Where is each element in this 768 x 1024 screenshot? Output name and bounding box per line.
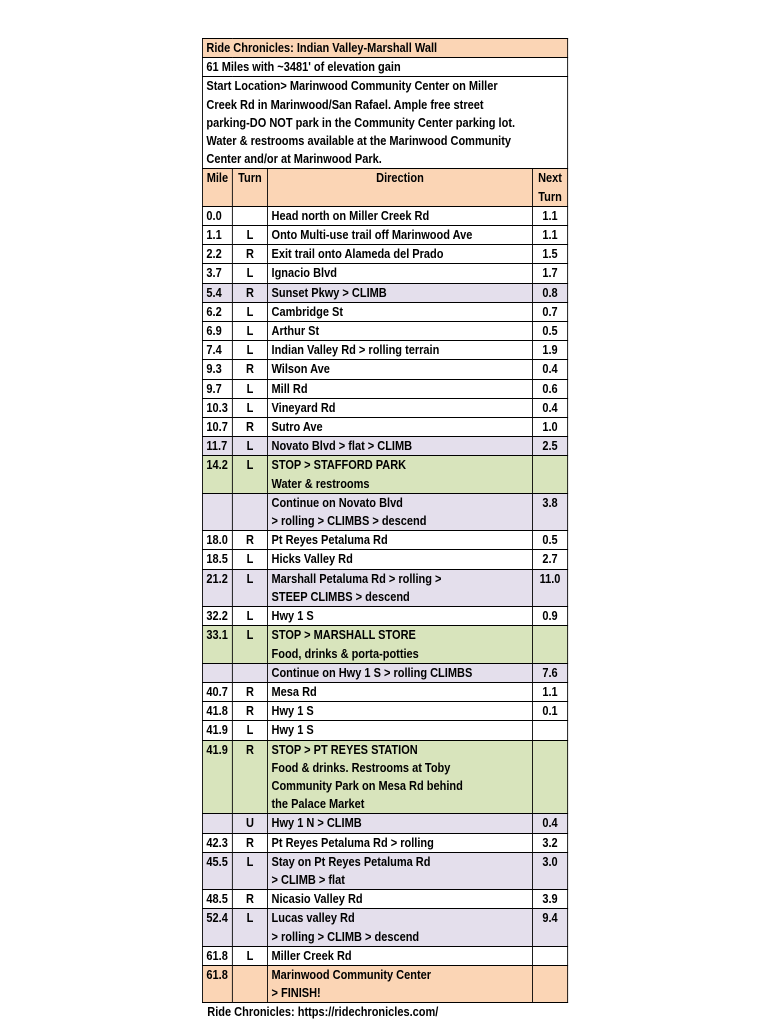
- turn-cell: U: [232, 814, 267, 833]
- direction-cell: [268, 607, 533, 626]
- direction-line: Hwy 1 S: [271, 723, 314, 738]
- mile-cell: 40.7: [202, 682, 232, 701]
- next-turn-cell: 9.4: [532, 909, 567, 946]
- mile-cell: 21.2: [202, 569, 232, 606]
- turn-cell: R: [232, 360, 267, 379]
- next-turn-cell: 3.2: [532, 833, 567, 852]
- turn-cell: L: [232, 341, 267, 360]
- direction-line: Mill Rd: [271, 381, 308, 396]
- direction-line: Wilson Ave: [271, 362, 330, 377]
- direction-cell: [268, 493, 533, 530]
- cue-row: [202, 663, 567, 682]
- footer-credit: Ride Chronicles: https://ridechronicles.com/: [207, 1005, 439, 1020]
- next-turn-cell: [532, 965, 567, 1002]
- direction-line: Continue on Hwy 1 S > rolling CLIMBS: [271, 665, 473, 680]
- cue-row: [202, 302, 567, 321]
- turn-cell: R: [232, 245, 267, 264]
- start-line: Water & restrooms available at the Marinwood Community: [206, 134, 512, 149]
- mile-cell: 6.2: [202, 302, 232, 321]
- direction-line: > rolling > CLIMBS > descend: [271, 514, 427, 529]
- direction-cell: [268, 322, 533, 341]
- direction-line: Pt Reyes Petaluma Rd: [271, 533, 388, 548]
- next-turn-cell: 1.0: [532, 418, 567, 437]
- mile-cell: 33.1: [202, 626, 232, 663]
- cue-row: [202, 398, 567, 417]
- cue-row: [202, 437, 567, 456]
- cue-row: [202, 245, 567, 264]
- next-turn-cell: 0.5: [532, 322, 567, 341]
- direction-line: Exit trail onto Alameda del Prado: [271, 247, 444, 262]
- turn-cell: L: [232, 550, 267, 569]
- direction-cell: [268, 965, 533, 1002]
- next-turn-cell: 0.4: [532, 398, 567, 417]
- start-location-row: [202, 77, 567, 169]
- direction-line: Food & drinks. Restrooms at Toby: [271, 760, 451, 775]
- mile-cell: [202, 814, 232, 833]
- cue-row: [202, 626, 567, 663]
- mile-cell: 5.4: [202, 283, 232, 302]
- cue-row: [202, 360, 567, 379]
- cue-row: [202, 607, 567, 626]
- direction-line: Nicasio Valley Rd: [271, 892, 363, 907]
- mile-cell: 2.2: [202, 245, 232, 264]
- direction-line: > CLIMB > flat: [271, 872, 345, 887]
- next-turn-cell: 0.9: [532, 607, 567, 626]
- turn-cell: L: [232, 322, 267, 341]
- mile-cell: 14.2: [202, 456, 232, 493]
- cue-row: [202, 909, 567, 946]
- col-header-direction: Direction: [268, 169, 533, 206]
- start-line: Center and/or at Marinwood Park.: [206, 152, 382, 167]
- next-turn-cell: 0.4: [532, 814, 567, 833]
- mile-cell: 1.1: [202, 226, 232, 245]
- cue-row: [202, 890, 567, 909]
- direction-line: Community Park on Mesa Rd behind: [271, 778, 463, 793]
- direction-cell: [268, 569, 533, 606]
- cue-row: [202, 226, 567, 245]
- direction-line: > FINISH!: [271, 986, 321, 1001]
- direction-cell: [268, 626, 533, 663]
- next-turn-cell: [532, 456, 567, 493]
- turn-cell: R: [232, 682, 267, 701]
- elevation-summary: 61 Miles with ~3481' of elevation gain: [202, 58, 567, 77]
- next-turn-cell: 1.9: [532, 341, 567, 360]
- direction-cell: [268, 721, 533, 740]
- cue-row: [202, 283, 567, 302]
- next-turn-cell: 0.5: [532, 531, 567, 550]
- next-turn-cell: 0.1: [532, 702, 567, 721]
- direction-cell: [268, 341, 533, 360]
- mile-cell: 41.9: [202, 721, 232, 740]
- direction-cell: [268, 245, 533, 264]
- mile-cell: 6.9: [202, 322, 232, 341]
- turn-cell: L: [232, 569, 267, 606]
- cue-row: [202, 550, 567, 569]
- turn-cell: L: [232, 264, 267, 283]
- mile-cell: 11.7: [202, 437, 232, 456]
- column-header-row: [202, 169, 567, 206]
- mile-cell: 7.4: [202, 341, 232, 360]
- turn-cell: L: [232, 607, 267, 626]
- direction-cell: [268, 456, 533, 493]
- turn-cell: [232, 206, 267, 225]
- mile-cell: 18.0: [202, 531, 232, 550]
- direction-cell: [268, 264, 533, 283]
- turn-cell: R: [232, 283, 267, 302]
- cue-row: [202, 206, 567, 225]
- direction-cell: [268, 550, 533, 569]
- turn-cell: L: [232, 379, 267, 398]
- turn-cell: L: [232, 437, 267, 456]
- next-turn-cell: 2.5: [532, 437, 567, 456]
- direction-line: STEEP CLIMBS > descend: [271, 589, 410, 604]
- direction-line: Arthur St: [271, 324, 320, 339]
- mile-cell: 45.5: [202, 852, 232, 889]
- direction-cell: [268, 740, 533, 814]
- direction-line: Marshall Petaluma Rd > rolling >: [271, 571, 442, 586]
- direction-line: STOP > PT REYES STATION: [271, 742, 418, 757]
- direction-line: Continue on Novato Blvd: [271, 495, 403, 510]
- turn-cell: L: [232, 909, 267, 946]
- col-header-turn: Turn: [232, 169, 267, 206]
- next-turn-cell: [532, 721, 567, 740]
- direction-line: Hwy 1 S: [271, 609, 314, 624]
- cue-row: [202, 379, 567, 398]
- direction-cell: [268, 379, 533, 398]
- direction-line: Water & restrooms: [271, 476, 370, 491]
- cue-row: [202, 682, 567, 701]
- mile-cell: 52.4: [202, 909, 232, 946]
- cue-row: [202, 833, 567, 852]
- next-turn-cell: 0.4: [532, 360, 567, 379]
- mile-cell: 10.3: [202, 398, 232, 417]
- direction-cell: [268, 890, 533, 909]
- turn-cell: R: [232, 418, 267, 437]
- direction-cell: [268, 398, 533, 417]
- next-turn-cell: [532, 626, 567, 663]
- turn-cell: R: [232, 833, 267, 852]
- direction-cell: [268, 531, 533, 550]
- direction-line: the Palace Market: [271, 797, 365, 812]
- direction-line: Lucas valley Rd: [271, 911, 355, 926]
- cue-row: [202, 264, 567, 283]
- col-header-next-turn: [532, 169, 567, 206]
- direction-cell: [268, 682, 533, 701]
- direction-cell: [268, 302, 533, 321]
- turn-cell: L: [232, 398, 267, 417]
- col-header-next-line2: Turn: [538, 189, 562, 204]
- next-turn-cell: 1.1: [532, 206, 567, 225]
- cue-row: [202, 740, 567, 814]
- mile-cell: [202, 663, 232, 682]
- direction-cell: [268, 833, 533, 852]
- mile-cell: 9.3: [202, 360, 232, 379]
- start-line: parking-DO NOT park in the Community Center parking lot.: [206, 115, 516, 130]
- cue-row: [202, 341, 567, 360]
- subtitle-row: [202, 58, 567, 77]
- next-turn-cell: 2.7: [532, 550, 567, 569]
- direction-cell: [268, 360, 533, 379]
- mile-cell: 9.7: [202, 379, 232, 398]
- turn-cell: L: [232, 626, 267, 663]
- mile-cell: 41.9: [202, 740, 232, 814]
- direction-cell: [268, 909, 533, 946]
- cue-row: [202, 456, 567, 493]
- cue-row: [202, 814, 567, 833]
- cue-row: [202, 721, 567, 740]
- direction-line: Pt Reyes Petaluma Rd > rolling: [271, 835, 434, 850]
- cue-row: [202, 531, 567, 550]
- direction-cell: [268, 702, 533, 721]
- turn-cell: R: [232, 531, 267, 550]
- direction-cell: [268, 852, 533, 889]
- mile-cell: 41.8: [202, 702, 232, 721]
- next-turn-cell: [532, 740, 567, 814]
- sheet-title: Ride Chronicles: Indian Valley-Marshall Wall: [202, 39, 567, 58]
- mile-cell: 61.8: [202, 946, 232, 965]
- turn-cell: L: [232, 852, 267, 889]
- direction-line: STOP > MARSHALL STORE: [271, 628, 416, 643]
- turn-cell: [232, 493, 267, 530]
- turn-cell: L: [232, 456, 267, 493]
- turn-cell: L: [232, 226, 267, 245]
- cue-row: [202, 418, 567, 437]
- next-turn-cell: 1.7: [532, 264, 567, 283]
- direction-cell: [268, 663, 533, 682]
- title-row: [202, 39, 567, 58]
- direction-line: > rolling > CLIMB > descend: [271, 929, 420, 944]
- cue-row: [202, 493, 567, 530]
- start-line: Start Location> Marinwood Community Center on Miller: [206, 79, 498, 94]
- next-turn-cell: 1.5: [532, 245, 567, 264]
- direction-line: STOP > STAFFORD PARK: [271, 458, 407, 473]
- direction-line: Cambridge St: [271, 304, 344, 319]
- start-location: [202, 77, 567, 169]
- direction-line: Hwy 1 S: [271, 704, 314, 719]
- mile-cell: 3.7: [202, 264, 232, 283]
- next-turn-cell: 0.7: [532, 302, 567, 321]
- turn-cell: [232, 965, 267, 1002]
- next-turn-cell: 11.0: [532, 569, 567, 606]
- cue-table: [202, 38, 568, 1003]
- next-turn-cell: 7.6: [532, 663, 567, 682]
- next-turn-cell: 0.6: [532, 379, 567, 398]
- next-turn-cell: 1.1: [532, 682, 567, 701]
- cue-row: [202, 946, 567, 965]
- direction-line: Sunset Pkwy > CLIMB: [271, 285, 387, 300]
- turn-cell: R: [232, 740, 267, 814]
- mile-cell: 61.8: [202, 965, 232, 1002]
- direction-line: Onto Multi-use trail off Marinwood Ave: [271, 228, 473, 243]
- col-header-mile: Mile: [202, 169, 232, 206]
- cue-row: [202, 852, 567, 889]
- mile-cell: 18.5: [202, 550, 232, 569]
- direction-line: Food, drinks & porta-potties: [271, 646, 419, 661]
- direction-line: Head north on Miller Creek Rd: [271, 208, 430, 223]
- next-turn-cell: 1.1: [532, 226, 567, 245]
- turn-cell: L: [232, 302, 267, 321]
- next-turn-cell: 0.8: [532, 283, 567, 302]
- cue-row: [202, 569, 567, 606]
- direction-cell: [268, 418, 533, 437]
- direction-line: Mesa Rd: [271, 684, 317, 699]
- direction-line: Marinwood Community Center: [271, 967, 432, 982]
- mile-cell: [202, 493, 232, 530]
- direction-cell: [268, 814, 533, 833]
- turn-cell: [232, 663, 267, 682]
- turn-cell: R: [232, 890, 267, 909]
- cue-row: [202, 702, 567, 721]
- direction-cell: [268, 437, 533, 456]
- turn-cell: L: [232, 721, 267, 740]
- next-turn-cell: 3.0: [532, 852, 567, 889]
- mile-cell: 48.5: [202, 890, 232, 909]
- next-turn-cell: [532, 946, 567, 965]
- direction-line: Miller Creek Rd: [271, 948, 352, 963]
- direction-line: Ignacio Blvd: [271, 266, 337, 281]
- direction-cell: [268, 206, 533, 225]
- mile-cell: 32.2: [202, 607, 232, 626]
- direction-line: Stay on Pt Reyes Petaluma Rd: [271, 854, 431, 869]
- direction-line: Sutro Ave: [271, 420, 323, 435]
- cue-row: [202, 322, 567, 341]
- mile-cell: 0.0: [202, 206, 232, 225]
- cue-row: [202, 965, 567, 1002]
- direction-line: Hwy 1 N > CLIMB: [271, 816, 362, 831]
- cue-sheet: [202, 38, 568, 1021]
- direction-cell: [268, 226, 533, 245]
- start-line: Creek Rd in Marinwood/San Rafael. Ample free street: [206, 97, 484, 112]
- mile-cell: 10.7: [202, 418, 232, 437]
- direction-cell: [268, 283, 533, 302]
- turn-cell: R: [232, 702, 267, 721]
- direction-cell: [268, 946, 533, 965]
- direction-line: Hicks Valley Rd: [271, 552, 353, 567]
- direction-line: Vineyard Rd: [271, 400, 336, 415]
- direction-line: Indian Valley Rd > rolling terrain: [271, 343, 440, 358]
- direction-line: Novato Blvd > flat > CLIMB: [271, 439, 413, 454]
- mile-cell: 42.3: [202, 833, 232, 852]
- turn-cell: L: [232, 946, 267, 965]
- col-header-next-line1: Next: [538, 171, 562, 186]
- next-turn-cell: 3.8: [532, 493, 567, 530]
- next-turn-cell: 3.9: [532, 890, 567, 909]
